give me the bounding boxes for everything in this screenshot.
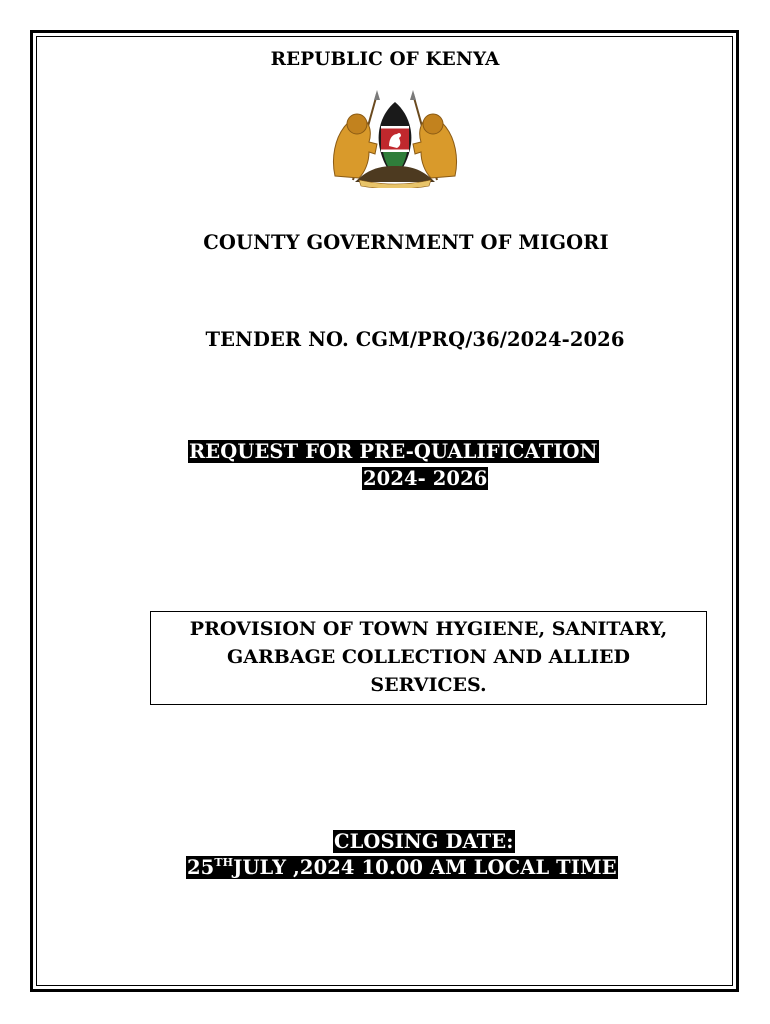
tender-number: TENDER NO. CGM/PRQ/36/2024-2026: [205, 328, 625, 351]
county-title: COUNTY GOVERNMENT OF MIGORI: [203, 231, 609, 254]
closing-day-suffix: TH: [214, 856, 234, 869]
request-title-line1: REQUEST FOR PRE-QUALIFICATION: [189, 440, 598, 463]
closing-date-value: [186, 856, 618, 879]
country-heading: REPUBLIC OF KENYA: [270, 49, 500, 70]
coat-of-arms-emblem: [325, 88, 465, 188]
closing-date-rest: JULY ,2024 10.00 AM LOCAL TIME: [233, 856, 617, 879]
provision-line3: SERVICES.: [370, 674, 487, 696]
closing-day: 25: [187, 856, 215, 879]
request-title-line2: 2024- 2026: [363, 467, 488, 490]
provision-line1: PROVISION OF TOWN HYGIENE, SANITARY,: [189, 618, 668, 640]
closing-date-label: CLOSING DATE:: [334, 830, 514, 853]
provision-line2: GARBAGE COLLECTION AND ALLIED: [227, 646, 630, 668]
